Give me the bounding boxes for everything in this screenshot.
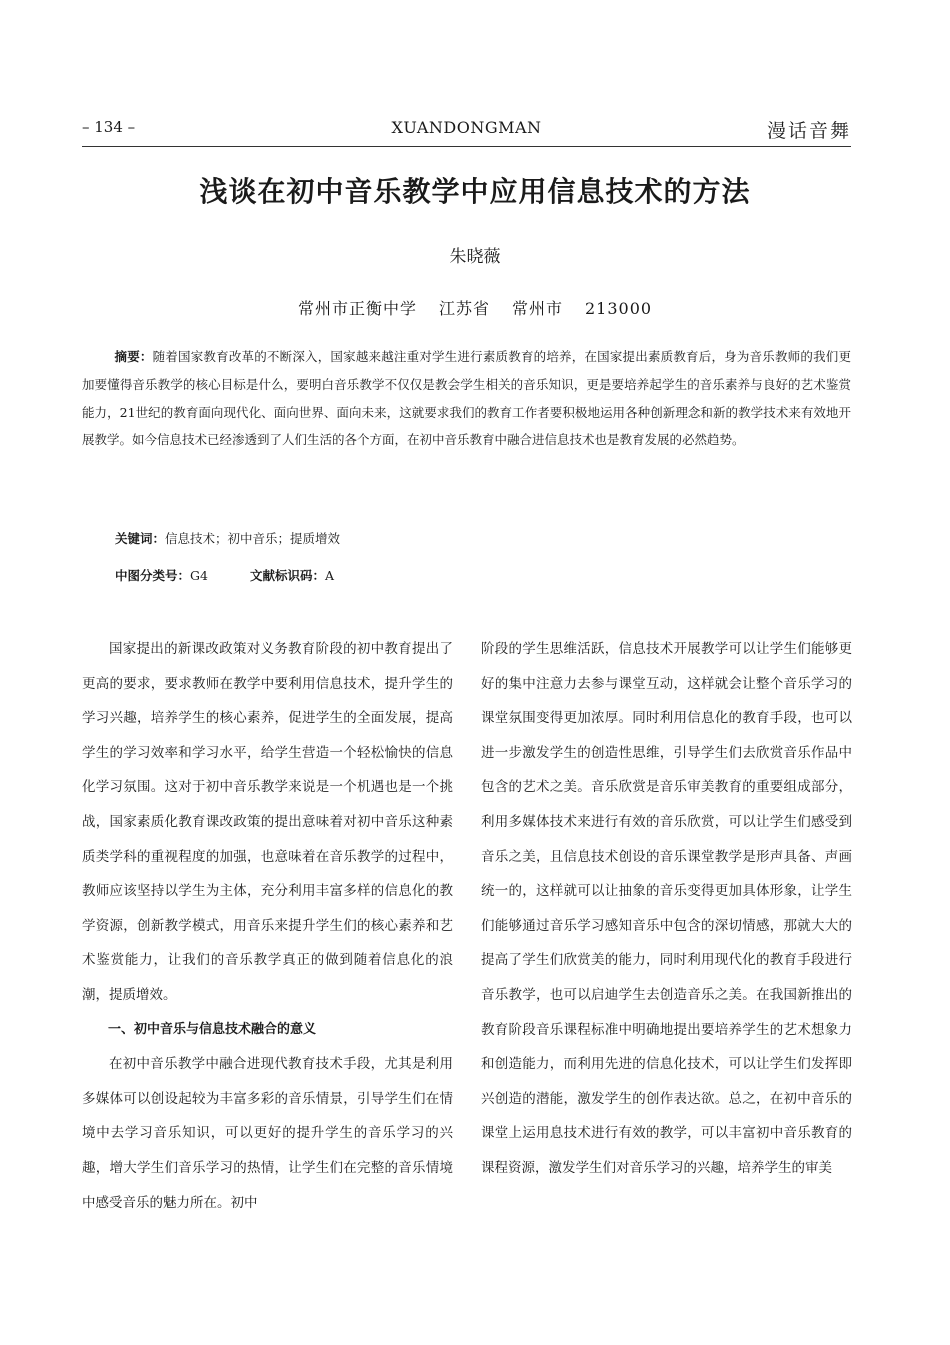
- keywords-label: 关键词：: [115, 531, 166, 546]
- header-rule: [82, 146, 851, 147]
- body-paragraph: 在初中音乐教学中融合进现代教育技术手段，尤其是利用多媒体可以创设起较为丰富多彩的音乐情景，引导学生们在情境中去学习音乐知识，可以更好的提升学生的音乐学习的兴趣，增大学生们音乐学习的热情，让学生们在完整的音乐情境中感受音乐的魅力所在。初中: [82, 1056, 453, 1211]
- body-paragraph: 阶段的学生思维活跃，信息技术开展教学可以让学生们能够更好的集中注意力去参与课堂互动，这样就会让整个音乐学习的课堂氛围变得更加浓厚。同时利用信息化的教育手段，也可以进一步激发学生的创造性思维，引导学生们去欣赏音乐作品中包含的艺术之美。音乐欣赏是音乐审美教育的重要组成部分，利用多媒体技术来进行有效的音乐欣赏，可以让学生们感受到音乐之美，且信息技术创设的音乐课堂教学是形声具备、声画统一的，这样就可以让抽象的音乐变得更加具体形象，让学生们能够通过音乐学习感知音乐中包含的深切情感，那就大大的提高了学生们欣赏美的能力，同时利用现代化的教育手段进行音乐教学，也可以启迪学生去创造音乐之美。在我国新推出的教育阶段音乐课程标准中明确地提出要培养学生的艺术想象力和创造能力，而利用先进的信息化技术，可以让学生们发挥即兴创造的潜能，激发学生的创作表达欲。总之，在初中音乐的课堂上运用息技术进行有效的教学，可以丰富初中音乐教育的课程资源，激发学生们对音乐学习的兴趣，培养学生的审美: [481, 641, 852, 1176]
- affiliation-province: 江苏省: [438, 299, 490, 318]
- classification: [115, 566, 334, 584]
- article-title: 浅谈在初中音乐教学中应用信息技术的方法: [199, 175, 751, 208]
- body-column-left: [82, 632, 453, 1220]
- keywords: [115, 529, 340, 547]
- journal-name: XUANDONGMAN: [391, 118, 542, 137]
- page-number: – 134 –: [82, 118, 136, 136]
- doc-code-value: A: [324, 568, 335, 583]
- affiliation-city: 常州市: [511, 299, 563, 318]
- body-paragraph: 国家提出的新课改政策对义务教育阶段的初中教育提出了更高的要求，要求教师在教学中要利用信息技术，提升学生的学习兴趣，培养学生的核心素养，促进学生的全面发展，提高学生的学习效率和学习水平，给学生营造一个轻松愉快的信息化学习氛围。这对于初中音乐教学来说是一个机遇也是一个挑战，国家素质化教育课改政策的提出意味着对初中音乐这种素质类学科的重视程度的加强，也意味着在音乐教学的过程中，教师应该坚持以学生为主体，充分利用丰富多样的信息化的教学资源，创新教学模式，用音乐来提升学生们的核心素养和艺术鉴赏能力，让我们的音乐教学真正的做到随着信息化的浪潮，提质增效。: [82, 641, 453, 1003]
- clc-value: G4: [190, 568, 208, 583]
- keywords-text: 信息技术；初中音乐；提质增效: [165, 531, 341, 546]
- column-name: 漫话音舞: [766, 120, 851, 142]
- section-heading: 一、初中音乐与信息技术融合的意义: [108, 1021, 317, 1037]
- affiliation: [0, 296, 950, 319]
- body-column-right: [481, 632, 852, 1186]
- doc-code-label: 文献标识码：: [249, 568, 325, 583]
- running-header: [82, 118, 851, 144]
- affiliation-postcode: 213000: [584, 299, 653, 318]
- author-name: 朱晓薇: [449, 247, 501, 267]
- abstract: [82, 343, 851, 454]
- abstract-label: 摘要：: [114, 349, 153, 364]
- affiliation-school: 常州市正衡中学: [297, 299, 417, 318]
- clc-label: 中图分类号：: [115, 568, 191, 583]
- abstract-text: 随着国家教育改革的不断深入，国家越来越注重对学生进行素质教育的培养，在国家提出素质教育后，身为音乐教师的我们更加要懂得音乐教学的核心目标是什么，要明白音乐教学不仅仅是教会学生相关的音乐知识，更是要培养起学生的音乐素养与良好的艺术鉴赏能力，21世纪的教育面向现代化、面向世界、面向未来，这就要求我们的教育工作者要积极地运用各种创新理念和新的教学技术来有效地开展教学。如今信息技术已经渗透到了人们生活的各个方面，在初中音乐教育中融合进信息技术也是教育发展的必然趋势。: [82, 349, 851, 448]
